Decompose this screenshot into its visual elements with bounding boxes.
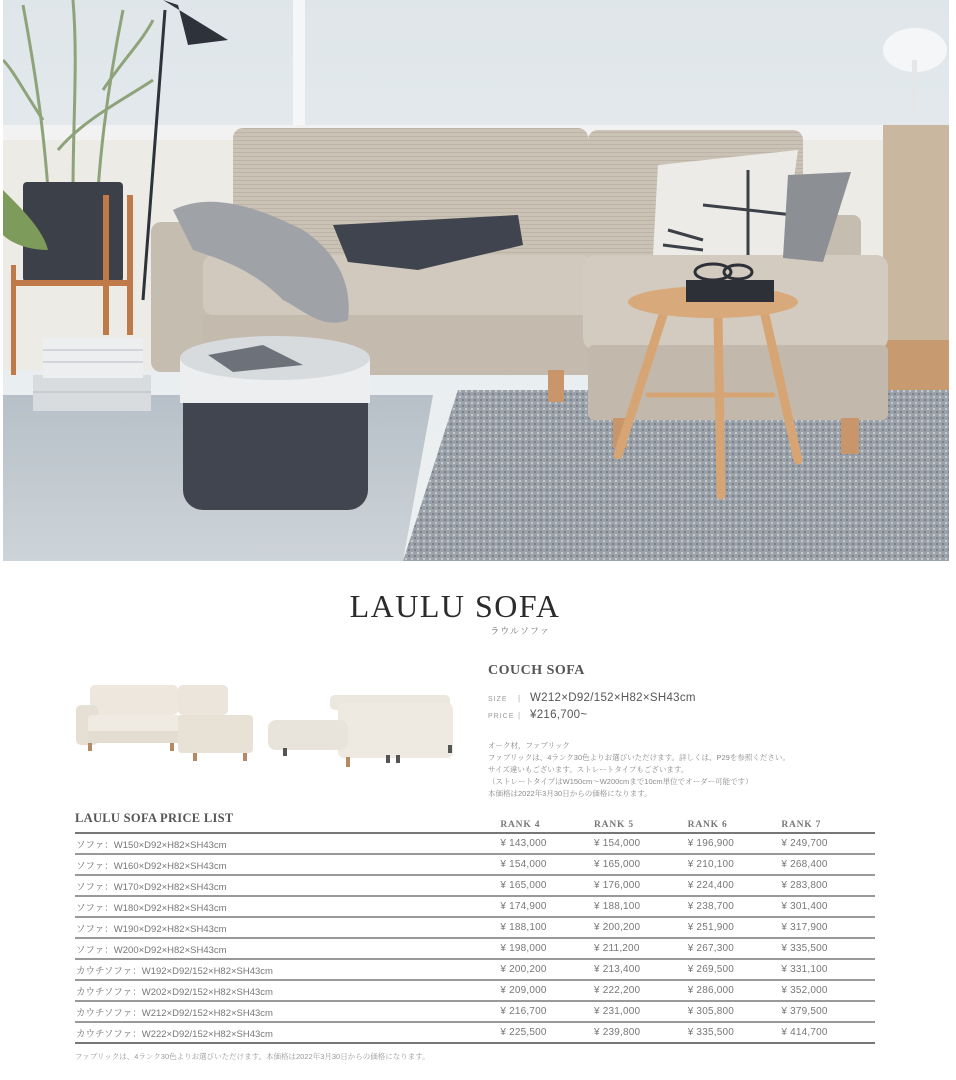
price-rank-5: ¥ 211,200 — [594, 943, 640, 954]
price-rank-7: ¥ 335,500 — [781, 943, 828, 954]
table-row — [75, 960, 875, 981]
row-model: ソファ：W180×D92×H82×SH43cm — [76, 902, 227, 914]
row-model: ソファ：W170×D92×H82×SH43cm — [76, 881, 227, 893]
page-subtitle-katakana: ラウルソファ — [490, 626, 550, 636]
price-rank-7: ¥ 317,900 — [781, 922, 828, 933]
price-value: ¥216,700~ — [530, 709, 588, 721]
price-label: PRICE — [488, 713, 515, 720]
price-rank-5: ¥ 200,200 — [594, 922, 641, 933]
table-row — [75, 855, 875, 876]
price-rank-7: ¥ 268,400 — [781, 859, 828, 870]
sofa-front-view-image — [76, 685, 253, 761]
price-rank-6: ¥ 224,400 — [687, 880, 734, 891]
price-rank-5: ¥ 222,200 — [594, 985, 641, 996]
price-rank-6: ¥ 210,100 — [687, 859, 734, 870]
size-value: W212×D92/152×H82×SH43cm — [530, 692, 696, 704]
price-rank-7: ¥ 301,400 — [781, 901, 828, 912]
price-rank-6: ¥ 305,800 — [687, 1006, 734, 1017]
price-rank-6: ¥ 269,500 — [687, 964, 734, 975]
price-rank-5: ¥ 213,400 — [594, 964, 641, 975]
couch-sofa-info — [488, 663, 888, 800]
magazine-stack — [33, 338, 151, 411]
row-model: カウチソファ：W212×D92/152×H82×SH43cm — [76, 1007, 273, 1019]
row-model: ソファ：W150×D92×H82×SH43cm — [76, 839, 227, 851]
row-model: カウチソファ：W192×D92/152×H82×SH43cm — [76, 965, 273, 977]
row-model: ソファ：W200×D92×H82×SH43cm — [76, 944, 227, 956]
note-straight-type: （ストレートタイプはW150cm～W200cmまで10cm単位でオーダー可能です） — [488, 777, 753, 786]
product-notes — [488, 740, 888, 800]
price-rank-6: ¥ 251,900 — [687, 922, 734, 933]
price-rank-4: ¥ 174,900 — [500, 901, 547, 912]
price-rank-7: ¥ 331,100 — [781, 964, 828, 975]
product-thumbnails — [68, 675, 458, 775]
price-rank-4: ¥ 200,200 — [500, 964, 547, 975]
price-rank-4: ¥ 143,000 — [500, 838, 547, 849]
round-side-table — [180, 336, 370, 510]
price-rank-4: ¥ 165,000 — [500, 880, 547, 891]
column-rank-5: RANK 5 — [594, 820, 634, 830]
table-row — [75, 918, 875, 939]
price-rank-4: ¥ 154,000 — [500, 859, 547, 870]
table-row — [75, 1002, 875, 1023]
page-title: LAULU SOFA — [349, 588, 561, 624]
price-rank-5: ¥ 231,000 — [594, 1006, 641, 1017]
note-material: オーク材，ファブリック — [488, 741, 570, 750]
price-rank-7: ¥ 379,500 — [781, 1006, 828, 1017]
table-row — [75, 981, 875, 1002]
living-room-illustration — [3, 0, 949, 561]
note-price-date: 本価格は2022年3月30日からの価格になります。 — [488, 789, 652, 798]
price-rank-5: ¥ 154,000 — [594, 838, 641, 849]
sofa-back-view-image — [268, 695, 453, 767]
price-rank-4: ¥ 225,500 — [500, 1027, 547, 1038]
table-row — [75, 897, 875, 918]
price-list — [75, 806, 875, 1062]
price-list-footnote: ファブリックは、4ランク30色よりお選びいただけます。本価格は2022年3月30日からの価格になります。 — [75, 1052, 430, 1061]
table-row — [75, 834, 875, 855]
price-rank-7: ¥ 352,000 — [781, 985, 828, 996]
product-title-block — [0, 588, 910, 637]
row-model: ソファ：W160×D92×H82×SH43cm — [76, 860, 227, 872]
price-rank-5: ¥ 188,100 — [594, 901, 641, 912]
price-rank-7: ¥ 414,700 — [781, 1027, 828, 1038]
price-rank-4: ¥ 216,700 — [500, 1006, 547, 1017]
hero-photo — [3, 0, 949, 561]
size-separator: | — [518, 694, 521, 703]
column-rank-4: RANK 4 — [500, 820, 541, 830]
column-rank-7: RANK 7 — [781, 820, 822, 830]
row-model: カウチソファ：W222×D92/152×H82×SH43cm — [76, 1028, 273, 1040]
price-rank-5: ¥ 239,800 — [594, 1027, 641, 1038]
note-fabric: ファブリックは、4ランク30色よりお選びいただけます。詳しくは、P29を参照ください。 — [488, 753, 790, 762]
product-name: COUCH SOFA — [488, 663, 585, 678]
price-separator: | — [518, 711, 521, 720]
price-list-title: LAULU SOFA PRICE LIST — [75, 811, 234, 825]
price-rank-6: ¥ 286,000 — [687, 985, 734, 996]
row-model: ソファ：W190×D92×H82×SH43cm — [76, 923, 227, 935]
table-row — [75, 1023, 875, 1044]
size-spec — [488, 691, 888, 707]
price-rank-4: ¥ 209,000 — [500, 985, 547, 996]
price-rank-4: ¥ 198,000 — [500, 943, 547, 954]
table-row — [75, 939, 875, 960]
note-sizes: サイズ違いもございます。ストレートタイプもございます。 — [488, 765, 689, 774]
price-rank-5: ¥ 176,000 — [594, 880, 641, 891]
price-rank-6: ¥ 196,900 — [687, 838, 734, 849]
price-rank-7: ¥ 249,700 — [781, 838, 828, 849]
size-label: SIZE — [488, 696, 508, 703]
price-rank-6: ¥ 238,700 — [687, 901, 734, 912]
column-rank-6: RANK 6 — [687, 820, 728, 830]
row-model: カウチソファ：W202×D92/152×H82×SH43cm — [76, 986, 273, 998]
price-rank-5: ¥ 165,000 — [594, 859, 641, 870]
price-rank-6: ¥ 267,300 — [687, 943, 734, 954]
price-rank-7: ¥ 283,800 — [781, 880, 828, 891]
price-list-header — [75, 806, 875, 832]
price-rank-6: ¥ 335,500 — [687, 1027, 734, 1038]
table-row — [75, 876, 875, 897]
price-spec — [488, 708, 888, 724]
price-rank-4: ¥ 188,100 — [500, 922, 547, 933]
price-table — [75, 832, 875, 1044]
